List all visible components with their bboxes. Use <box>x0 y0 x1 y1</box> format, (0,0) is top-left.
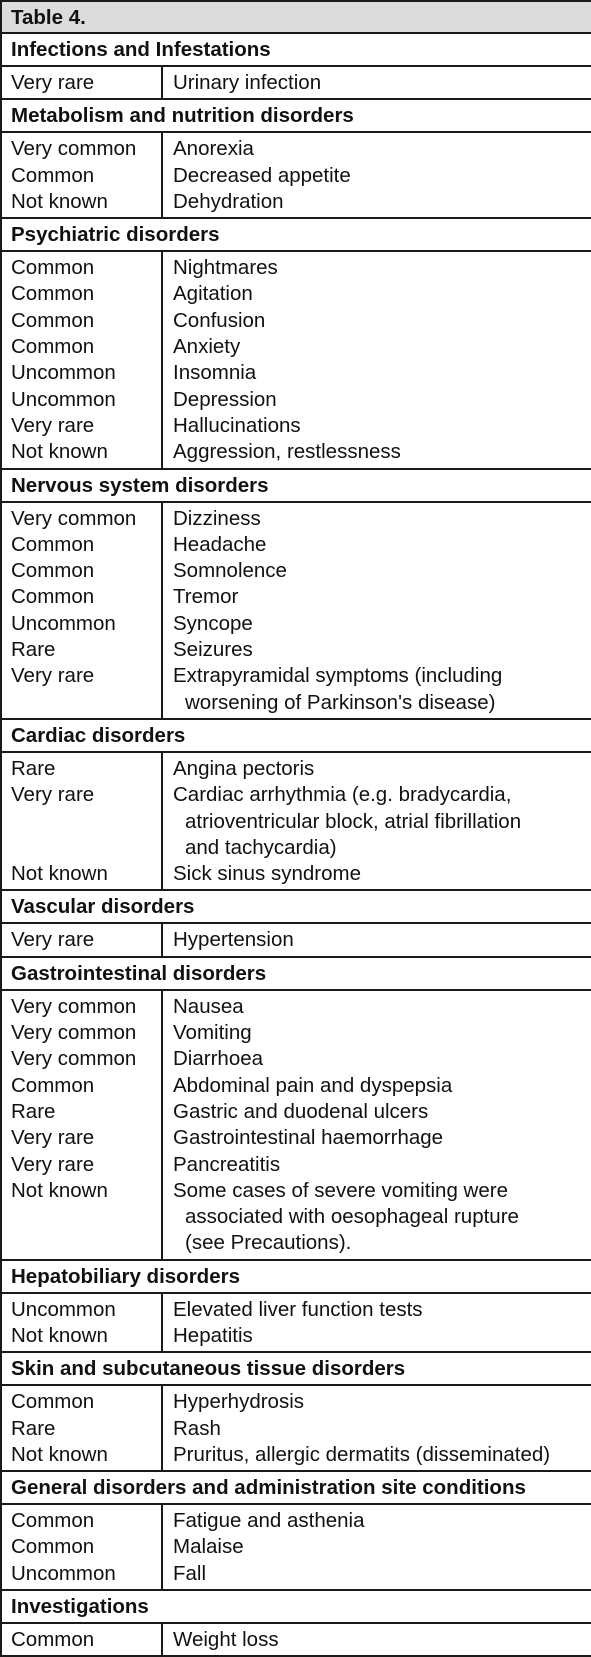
section-body <box>2 753 591 891</box>
frequency-cell: Common <box>11 308 95 332</box>
section-body <box>2 991 591 1261</box>
effect-cell: Dehydration <box>173 189 284 213</box>
effect-cell: Elevated liver function tests <box>173 1297 423 1321</box>
effect-cell: Diarrhoea <box>173 1047 264 1071</box>
effect-column <box>163 252 591 467</box>
effect-cell: Some cases of severe vomiting were <box>173 1178 508 1202</box>
effect-cell: Nausea <box>173 994 244 1018</box>
frequency-cell: Rare <box>11 1416 56 1440</box>
frequency-cell: Very rare <box>11 1152 95 1176</box>
frequency-cell: Not known <box>11 189 108 213</box>
effect-cell: Malaise <box>173 1535 244 1559</box>
frequency-cell: Uncommon <box>11 1561 116 1585</box>
frequency-cell: Common <box>11 1535 95 1559</box>
frequency-spacer <box>11 809 161 835</box>
frequency-cell: Common <box>11 559 95 583</box>
effect-cell: Anorexia <box>173 137 254 161</box>
frequency-cell: Not known <box>11 1323 108 1347</box>
frequency-column <box>2 1294 163 1352</box>
effect-cell: Rash <box>173 1416 221 1440</box>
frequency-column <box>2 1624 163 1655</box>
effect-column <box>163 753 591 889</box>
frequency-cell: Uncommon <box>11 1297 116 1321</box>
section-heading: Investigations <box>2 1591 591 1624</box>
effect-column <box>163 67 591 98</box>
effect-cell: Vomiting <box>173 1021 252 1045</box>
effect-column <box>163 133 591 217</box>
effect-column <box>163 503 591 718</box>
section-heading: Skin and subcutaneous tissue disorders <box>2 1353 591 1386</box>
frequency-cell: Rare <box>11 756 56 780</box>
effect-cell: Gastric and duodenal ulcers <box>173 1099 429 1123</box>
frequency-cell: Common <box>11 256 95 280</box>
effect-cell: Extrapyramidal symptoms (including <box>173 664 503 688</box>
frequency-cell: Common <box>11 532 95 556</box>
frequency-cell: Very rare <box>11 783 95 807</box>
section-body <box>2 924 591 957</box>
frequency-cell: Common <box>11 335 95 359</box>
section-body <box>2 1624 591 1655</box>
effect-column <box>163 1505 591 1589</box>
frequency-cell: Very rare <box>11 928 95 952</box>
frequency-column <box>2 1386 163 1470</box>
effect-cell: Urinary infection <box>173 71 322 94</box>
section-body <box>2 1294 591 1354</box>
frequency-cell: Rare <box>11 638 56 662</box>
frequency-cell: Very rare <box>11 71 95 94</box>
frequency-cell: Very rare <box>11 413 95 437</box>
frequency-cell: Very common <box>11 1047 137 1071</box>
section-body <box>2 252 591 469</box>
effect-cell: Pancreatitis <box>173 1152 281 1176</box>
frequency-cell: Rare <box>11 1099 56 1123</box>
frequency-cell: Common <box>11 1509 95 1533</box>
effect-cell: Dizziness <box>173 506 261 530</box>
frequency-cell: Very common <box>11 506 137 530</box>
frequency-cell: Very common <box>11 994 137 1018</box>
effect-cell: Fall <box>173 1561 207 1585</box>
section-heading: Cardiac disorders <box>2 720 591 753</box>
effect-cell: Confusion <box>173 308 266 332</box>
effect-column <box>163 1624 591 1655</box>
section-heading: Nervous system disorders <box>2 470 591 503</box>
frequency-column <box>2 1505 163 1589</box>
effect-cell: Hypertension <box>173 928 294 952</box>
frequency-column <box>2 252 163 467</box>
effect-cell: Headache <box>173 532 267 556</box>
frequency-column <box>2 133 163 217</box>
effect-column <box>163 924 591 955</box>
effect-cell: atrioventricular block, atrial fibrillation <box>185 809 522 833</box>
effect-cell: Decreased appetite <box>173 163 351 187</box>
frequency-cell: Not known <box>11 862 108 886</box>
effect-cell: Cardiac arrhythmia (e.g. bradycardia, <box>173 783 512 807</box>
section-heading: Vascular disorders <box>2 891 591 924</box>
frequency-cell: Common <box>11 585 95 609</box>
frequency-column <box>2 991 163 1259</box>
frequency-cell: Common <box>11 282 95 306</box>
frequency-cell: Common <box>11 1390 95 1414</box>
effect-cell: Nightmares <box>173 256 278 280</box>
effect-cell: Tremor <box>173 585 239 609</box>
table-title: Table 4. <box>2 2 591 34</box>
effect-cell: Anxiety <box>173 335 241 359</box>
effect-cell: Hallucinations <box>173 413 301 437</box>
section-heading: Gastrointestinal disorders <box>2 958 591 991</box>
frequency-cell: Very rare <box>11 664 95 688</box>
section-body <box>2 133 591 219</box>
effect-cell: Sick sinus syndrome <box>173 862 361 886</box>
section-heading: Hepatobiliary disorders <box>2 1261 591 1294</box>
frequency-column <box>2 753 163 889</box>
effect-cell: Depression <box>173 387 277 411</box>
effect-cell: Weight loss <box>173 1628 279 1652</box>
frequency-cell: Very common <box>11 1021 137 1045</box>
frequency-cell: Very rare <box>11 1126 95 1150</box>
effect-cell: Agitation <box>173 282 253 306</box>
frequency-spacer <box>11 1230 161 1256</box>
effect-column <box>163 1386 591 1470</box>
section-heading: Infections and Infestations <box>2 34 591 67</box>
frequency-column <box>2 924 163 955</box>
frequency-cell: Not known <box>11 440 108 464</box>
effect-column <box>163 991 591 1259</box>
effect-cell: Insomnia <box>173 361 257 385</box>
frequency-cell: Uncommon <box>11 361 116 385</box>
effect-cell: Pruritus, allergic dermatits (disseminated) <box>173 1442 551 1466</box>
frequency-spacer <box>11 835 161 861</box>
effect-cell: Angina pectoris <box>173 756 315 780</box>
effect-cell: Aggression, restlessness <box>173 440 401 464</box>
effect-column <box>163 1294 591 1352</box>
section-body <box>2 503 591 720</box>
section-body <box>2 1386 591 1472</box>
section-heading: General disorders and administration site conditions <box>2 1472 591 1505</box>
effect-cell: Somnolence <box>173 559 287 583</box>
frequency-cell: Very common <box>11 137 137 161</box>
section-heading: Metabolism and nutrition disorders <box>2 100 591 133</box>
frequency-cell: Common <box>11 163 95 187</box>
effect-cell: Fatigue and asthenia <box>173 1509 365 1533</box>
table-sections <box>2 34 591 1655</box>
effect-cell: Hyperhydrosis <box>173 1390 305 1414</box>
effect-cell: worsening of Parkinson's disease) <box>185 690 496 714</box>
effect-cell: Seizures <box>173 638 253 662</box>
section-heading: Psychiatric disorders <box>2 219 591 252</box>
frequency-column <box>2 67 163 98</box>
frequency-spacer <box>11 1204 161 1230</box>
frequency-cell: Common <box>11 1628 95 1652</box>
frequency-cell: Not known <box>11 1178 108 1202</box>
section-body <box>2 67 591 100</box>
effect-cell: Syncope <box>173 611 253 635</box>
frequency-cell: Common <box>11 1073 95 1097</box>
effect-cell: and tachycardia) <box>185 835 337 859</box>
effect-cell: Hepatitis <box>173 1323 253 1347</box>
effect-cell: (see Precautions). <box>185 1231 352 1255</box>
effect-cell: Abdominal pain and dyspepsia <box>173 1073 453 1097</box>
effect-cell: associated with oesophageal rupture <box>185 1205 519 1229</box>
section-body <box>2 1505 591 1591</box>
frequency-spacer <box>11 690 161 716</box>
frequency-cell: Uncommon <box>11 387 116 411</box>
effect-cell: Gastrointestinal haemorrhage <box>173 1126 444 1150</box>
frequency-column <box>2 503 163 718</box>
frequency-cell: Not known <box>11 1442 108 1466</box>
frequency-cell: Uncommon <box>11 611 116 635</box>
